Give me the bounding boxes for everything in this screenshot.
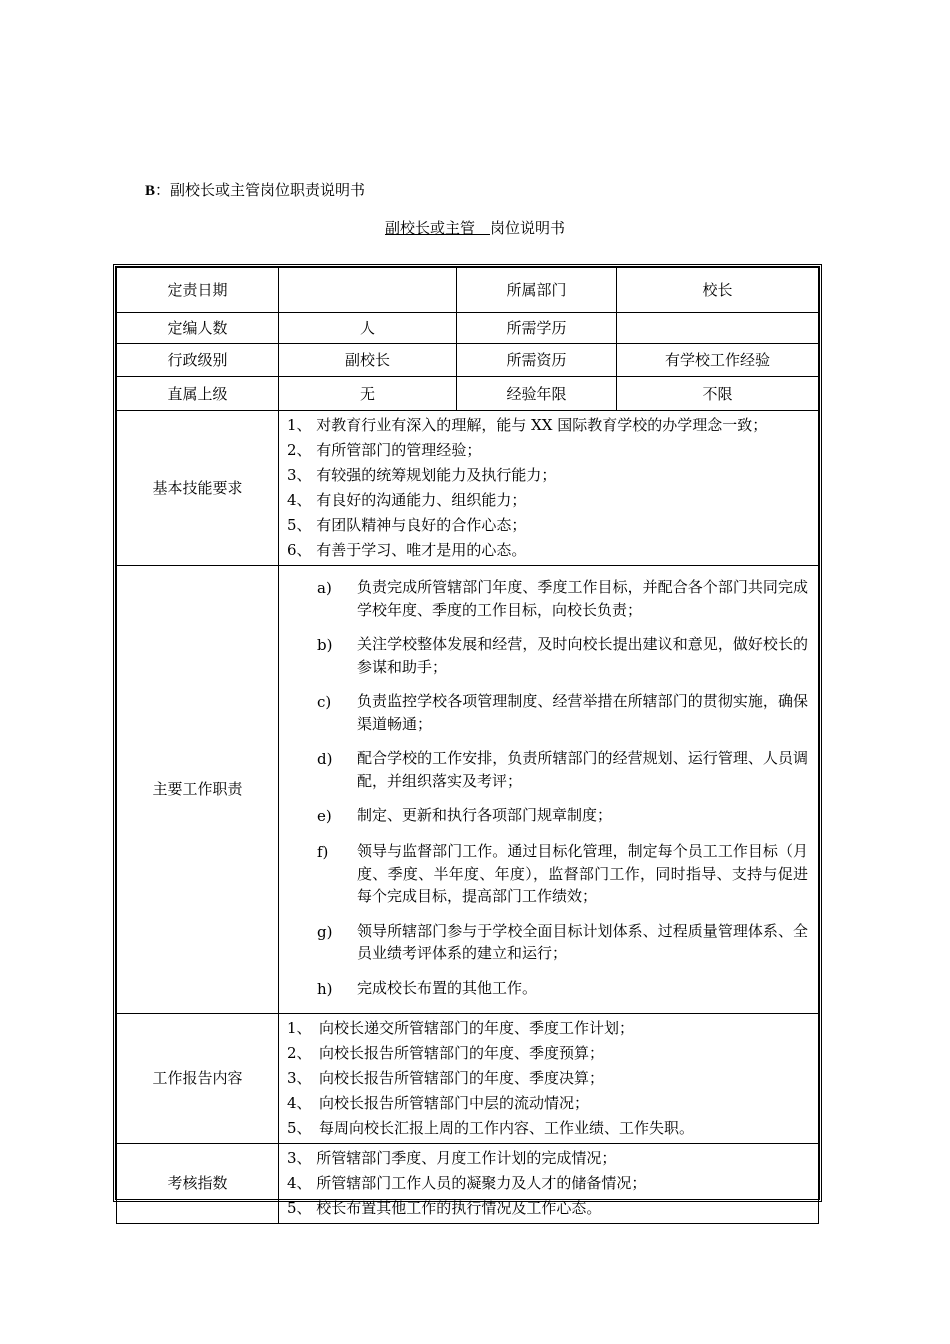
list-item-text: 负责完成所管辖部门年度、季度工作目标，并配合各个部门共同完成学校年度、季度的工作目标，向校长负责； — [357, 578, 808, 619]
reports-label: 工作报告内容 — [117, 1013, 279, 1143]
table-row — [117, 313, 819, 344]
value-cell: 校长 — [617, 268, 819, 313]
table-row — [117, 1013, 819, 1143]
job-description-table — [113, 264, 822, 1217]
heading-label: B — [145, 183, 156, 199]
table-row — [117, 268, 819, 313]
list-item-text: 完成校长布置的其他工作。 — [357, 978, 538, 997]
label-cell: 定编人数 — [117, 313, 279, 344]
table-row — [117, 377, 819, 411]
heading-text: 副校长或主管岗位职责说明书 — [170, 181, 366, 199]
label-cell: 行政级别 — [117, 344, 279, 377]
list-item — [317, 977, 808, 1001]
table-row — [117, 411, 819, 566]
list-item: 4、 有良好的沟通能力、组织能力； — [287, 491, 527, 509]
list-item — [317, 840, 808, 908]
table-row — [117, 566, 819, 1014]
list-marker: d) — [317, 750, 333, 768]
list-item: 4、 所管辖部门工作人员的凝聚力及人才的储备情况； — [287, 1173, 647, 1192]
list-marker: c) — [317, 693, 332, 711]
label-cell: 所需学历 — [457, 313, 617, 344]
list-item — [317, 804, 808, 828]
label-cell: 定责日期 — [117, 268, 279, 313]
table-title — [0, 218, 950, 238]
label-cell: 所属部门 — [457, 268, 617, 313]
list-item-text: 负责监控学校各项管理制度、经营举措在所辖部门的贯彻实施，确保渠道畅通； — [357, 692, 808, 733]
list-item-text: 关注学校整体发展和经营，及时向校长提出建议和意见，做好校长的参谋和助手； — [357, 635, 808, 676]
list-item-text: 制定、更新和执行各项部门规章制度； — [357, 806, 613, 824]
table-title-position: 副校长或主管 — [384, 219, 490, 237]
kpi-label: 考核指数 — [117, 1143, 279, 1223]
value-cell — [279, 268, 457, 313]
list-item — [317, 747, 808, 792]
label-cell: 所需资历 — [457, 344, 617, 377]
list-item: 2、 有所管部门的管理经验； — [287, 441, 482, 459]
value-cell: 不限 — [617, 377, 819, 411]
list-item-text: 领导与监督部门工作。通过目标化管理，制定每个员工工作目标（月度、季度、半年度、年度），监督部门工作，同时指导、支持与促进每个完成目标，提高部门工作绩效； — [357, 842, 808, 905]
list-marker: e) — [317, 807, 332, 825]
list-marker: g) — [317, 922, 333, 941]
list-item: 2、 向校长报告所管辖部门的年度、季度预算； — [287, 1043, 605, 1062]
heading-colon: ： — [155, 181, 171, 199]
table-row — [117, 1143, 819, 1223]
list-item: 4、 向校长报告所管辖部门中层的流动情况； — [287, 1093, 590, 1112]
skills-list-cell — [279, 411, 819, 566]
list-item: 3、 向校长报告所管辖部门的年度、季度决算； — [287, 1068, 605, 1087]
list-item: 1、 向校长递交所管辖部门的年度、季度工作计划； — [287, 1018, 635, 1037]
value-cell: 有学校工作经验 — [617, 344, 819, 377]
list-marker: f) — [317, 843, 329, 861]
document-heading — [145, 180, 365, 201]
list-item: 3、 所管辖部门季度、月度工作计划的完成情况； — [287, 1148, 617, 1167]
list-item — [317, 920, 808, 965]
list-item — [317, 633, 808, 678]
list-item: 5、 每周向校长汇报上周的工作内容、工作业绩、工作失职。 — [287, 1118, 695, 1137]
value-cell: 无 — [279, 377, 457, 411]
list-marker: a) — [317, 579, 332, 597]
list-item-text: 配合学校的工作安排，负责所辖部门的经营规划、运行管理、人员调配，并组织落实及考评； — [357, 749, 808, 790]
list-item — [317, 576, 808, 621]
reports-list-cell — [279, 1013, 819, 1143]
list-item-text: 领导所辖部门参与于学校全面目标计划体系、过程质量管理体系、全员业绩考评体系的建立和运行； — [357, 921, 808, 962]
list-item: 1、 对教育行业有深入的理解，能与 XX 国际教育学校的办学理念一致； — [287, 416, 768, 434]
list-item — [317, 690, 808, 735]
duties-list-cell — [279, 566, 819, 1014]
duties-label: 主要工作职责 — [117, 566, 279, 1014]
kpi-list-cell — [279, 1143, 819, 1223]
list-item: 5、 有团队精神与良好的合作心态； — [287, 516, 527, 534]
value-cell: 人 — [279, 313, 457, 344]
skills-label: 基本技能要求 — [117, 411, 279, 566]
value-cell: 副校长 — [279, 344, 457, 377]
value-cell — [617, 313, 819, 344]
label-cell: 直属上级 — [117, 377, 279, 411]
list-item: 6、 有善于学习、唯才是用的心态。 — [287, 541, 527, 559]
list-item: 5、 校长布置其他工作的执行情况及工作心态。 — [287, 1198, 602, 1217]
table-row — [117, 344, 819, 377]
list-item: 3、 有较强的统筹规划能力及执行能力； — [287, 466, 557, 484]
list-marker: h) — [317, 979, 333, 998]
list-marker: b) — [317, 636, 333, 654]
label-cell: 经验年限 — [457, 377, 617, 411]
table-title-rest: 岗位说明书 — [490, 219, 566, 237]
